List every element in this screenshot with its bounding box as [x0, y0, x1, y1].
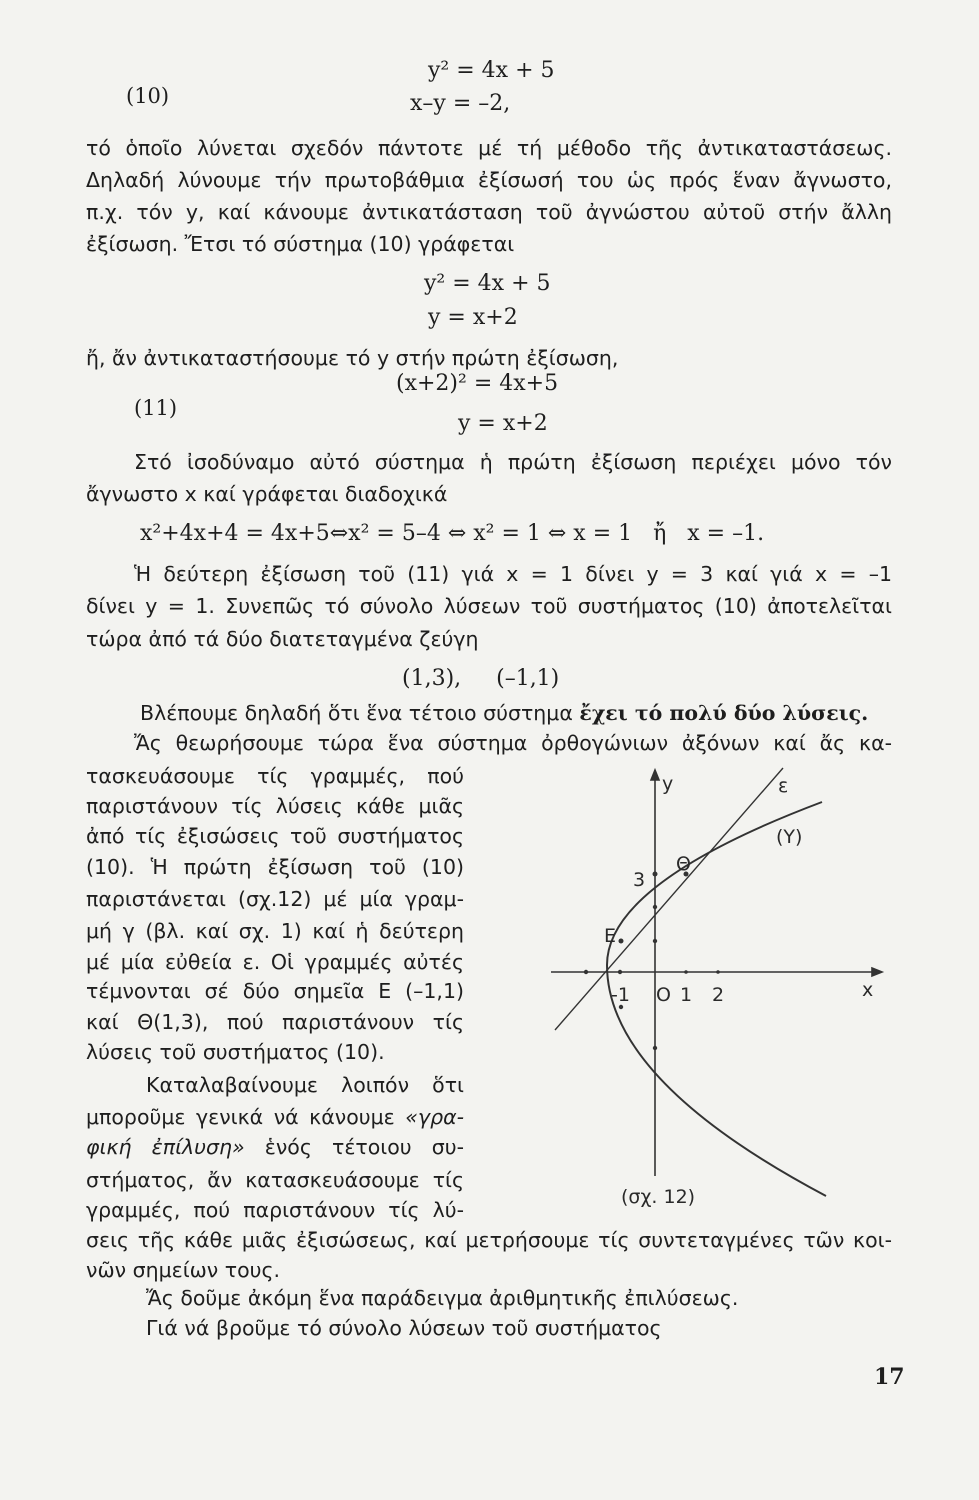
tick-mark — [716, 970, 720, 974]
tick-label: 2 — [712, 984, 725, 1006]
paragraph-line: νῶν σημείων τους. — [86, 1258, 281, 1282]
paragraph-line: τώρα ἀπό τά δύο διατεταγμένα ζεύγη — [86, 627, 479, 651]
paragraph-line: τό ὁποῖο λύνεται σχεδόν πάντοτε μέ τή μέθοδο τῆς ἀντικαταστάσεως. — [86, 136, 892, 160]
origin-label: O — [656, 984, 671, 1006]
point-e — [619, 939, 624, 944]
paragraph-line: τέμνονται σέ δύο σημεῖα Ε (–1,1) — [86, 979, 464, 1003]
paragraph-line: Ἄς δοῦμε ἀκόμη ἕνα παράδειγμα ἀριθμητικῆς ἐπιλύσεως. — [146, 1286, 739, 1310]
paragraph-line: καί Θ(1,3), πού παριστάνουν τίς — [86, 1010, 464, 1034]
paragraph-line: π.χ. τόν y, καί κάνουμε ἀντικατάσταση τοῦ ἀγνώστου αὐτοῦ στήν ἄλλη — [86, 200, 892, 224]
paragraph-line: ἐξίσωση. Ἔτσι τό σύστημα (10) γράφεται — [86, 232, 515, 256]
paragraph-line: Ἄς θεωρήσουμε τώρα ἕνα σύστημα ὀρθογώνιων ἀξόνων καί ἄς κα- — [134, 731, 892, 755]
point-label-theta: Θ — [676, 853, 691, 875]
equation: x²+4x+4 = 4x+5⇔x² = 5–4 ⇔ x² = 1 ⇔ x = 1 ἤ x = –1. — [140, 521, 765, 546]
tick-mark — [618, 970, 622, 974]
text: μποροῦμε γενικά νά κάνουμε — [86, 1105, 406, 1129]
paragraph-line: Ἡ δεύτερη ἐξίσωση τοῦ (11) γιά x = 1 δίνει y = 3 καί γιά x = –1 — [134, 562, 892, 586]
equation: y = x+2 — [458, 411, 548, 436]
y-axis-arrow-icon — [651, 770, 659, 780]
equation: y² = 4x + 5 — [424, 271, 551, 296]
tick-label: 3 — [633, 869, 646, 891]
equation: (x+2)² = 4x+5 — [396, 371, 559, 396]
tick-mark — [653, 939, 657, 943]
paragraph-line: δίνει y = 1. Συνεπῶς τό σύνολο λύσεων τοῦ συστήματος (10) ἀποτελεῖται — [86, 594, 892, 618]
page-number: 17 — [874, 1364, 905, 1390]
tick-mark — [584, 970, 588, 974]
figure-caption: (σχ. 12) — [621, 1186, 696, 1208]
equation-label: (11) — [134, 396, 178, 420]
paragraph-line: ἀπό τίς ἐξισώσεις τοῦ συστήματος — [86, 824, 464, 848]
tick-label: -1 — [611, 984, 630, 1006]
paragraph-line: (10). Ἡ πρώτη ἐξίσωση τοῦ (10) — [86, 855, 464, 879]
paragraph-line: στήματος, ἄν κατασκευάσουμε τίς — [86, 1168, 464, 1192]
paragraph-line: Καταλαβαίνουμε λοιπόν ὅτι — [146, 1073, 464, 1097]
paragraph-line: λύσεις τοῦ συστήματος (10). — [86, 1040, 385, 1064]
italic-text: φική ἐπίλυση» — [86, 1135, 245, 1159]
paragraph-line: Στό ἰσοδύναμο αὐτό σύστημα ἡ πρώτη ἐξίσωση περιέχει μόνο τόν — [134, 450, 892, 474]
paragraph-line: μή γ (βλ. καί σχ. 1) καί ἡ δεύτερη — [86, 919, 464, 943]
paragraph-line: μέ μία εὐθεία ε. Οἱ γραμμές αὐτές — [86, 950, 464, 974]
line-label-epsilon: ε — [778, 775, 789, 797]
point-label-e: Ε — [604, 925, 617, 947]
tick-label: 1 — [680, 984, 693, 1006]
paragraph-line: σεις τῆς κάθε μιᾶς ἐξισώσεως, καί μετρήσουμε τίς συντεταγμένες τῶν κοι- — [86, 1228, 892, 1252]
equation: x–y = –2, — [410, 91, 511, 116]
equation: y = x+2 — [428, 305, 518, 330]
tick-mark — [653, 872, 658, 877]
tick-mark — [653, 905, 657, 909]
axis-label-x: x — [862, 979, 874, 1001]
curve-label: (Y) — [776, 826, 803, 848]
paragraph-line: ἤ, ἄν ἀντικαταστήσουμε τό y στήν πρώτη ἐξίσωση, — [86, 346, 619, 370]
x-axis-arrow-icon — [872, 968, 882, 976]
paragraph-line: τασκευάσουμε τίς γραμμές, πού — [86, 764, 464, 788]
equation: y² = 4x + 5 — [428, 58, 555, 83]
text: ἑνός τέτοιου συ- — [264, 1135, 464, 1159]
paragraph-line: παριστάνουν τίς λύσεις κάθε μιᾶς — [86, 794, 464, 818]
emphasis-text: ἔχει τό πολύ δύο λύσεις. — [579, 701, 869, 725]
equation: (1,3), (–1,1) — [402, 666, 560, 691]
paragraph-line: Γιά νά βροῦμε τό σύνολο λύσεων τοῦ συστήματος — [146, 1316, 662, 1340]
paragraph-line: παριστάνεται (σχ.12) μέ μία γραμ- — [86, 887, 464, 911]
text: Βλέπουμε δηλαδή ὅτι ἕνα τέτοιο σύστημα — [140, 701, 580, 725]
paragraph-line: γραμμές, πού παριστάνουν τίς λύ- — [86, 1198, 464, 1222]
paragraph-line: Δηλαδή λύνουμε τήν πρωτοβάθμια ἐξίσωσή του ὡς πρός ἕναν ἄγνωστο, — [86, 168, 892, 192]
equation-label: (10) — [126, 84, 170, 108]
italic-text: «γρα- — [405, 1105, 464, 1129]
paragraph-line: ἄγνωστο x καί γράφεται διαδοχικά — [86, 482, 448, 506]
tick-mark — [653, 1046, 657, 1050]
tick-mark — [684, 970, 688, 974]
axis-label-y: y — [662, 773, 674, 795]
